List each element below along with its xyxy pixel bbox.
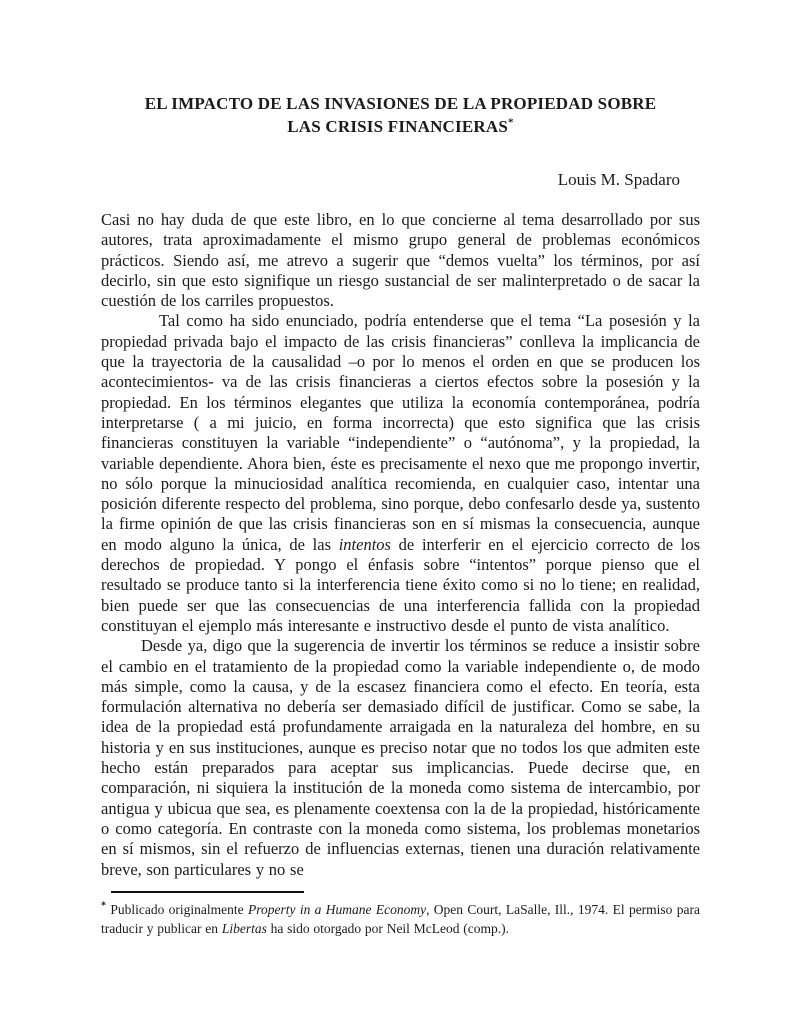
paragraph-2-text-a: Tal como ha sido enunciado, podría entenderse que el tema “La posesión y la propiedad privada bajo el impacto de las crisis financieras” conlleva la implicancia de que la trayectoria de la causalidad –o por lo menos el orden en que se producen los acontecimientos- va de las crisis financieras a ciertos efectos sobre la posesión y la propiedad. En los términos elegantes que utiliza la economía contemporánea, podría interpretarse ( a mi juicio, en forma incorrecta) que esto significa que las crisis financieras constituyen la variable “independiente” o “autónoma”, y la propiedad, la variable dependiente. Ahora bien, éste es precisamente el nexo que me propongo invertir, no sólo porque la minuciosidad analítica recomienda, en cualquier caso, intentar una posición diferente respecto del problema, sino porque, debo confesarlo desde ya, sustento la firme opinión de que las crisis financieras son en sí mismas la consecuencia, aunque en modo alguno la única, de las xyxy=(101,311,700,554)
paragraph-1 xyxy=(101,210,700,311)
footnote-text-a: Publicado originalmente xyxy=(106,902,248,917)
footnote-text-c: ha sido otorgado por Neil McLeod (comp.). xyxy=(266,921,509,936)
paragraph-3 xyxy=(101,636,700,880)
author-name: Louis M. Spadaro xyxy=(557,170,680,189)
footnote-separator xyxy=(111,891,304,893)
paragraph-2-italic-word: intentos xyxy=(338,534,391,554)
footnote-italic-book-title: Property in a Humane Economy xyxy=(248,902,427,917)
document-body xyxy=(101,210,700,880)
footnote-italic-journal-title: Libertas xyxy=(221,921,267,936)
paragraph-2 xyxy=(101,311,700,636)
title-footnote-marker: * xyxy=(508,116,514,129)
footnote-marker: * xyxy=(101,900,106,912)
paragraph-2-text-b: de interferir en el ejercicio correcto de los derechos de propiedad. Y pongo el énfasis sobre “intentos” porque pienso que el resultado se produce tanto si la interferencia tiene éxito como si no lo tiene; en realidad, bien puede ser que las consecuencias de una interferencia fallida con la propiedad constituyan el ejemplo más interesante e instructivo desde el punto de vista analítico. xyxy=(101,534,700,635)
paragraph-3-text: Desde ya, digo que la sugerencia de invertir los términos se reduce a insistir sobre el cambio en el tratamiento de la propiedad como la variable independiente o, de modo más simple, como la causa, y de la escasez financiera como el efecto. En teoría, esta formulación alternativa no debería ser demasiado difícil de justificar. Como se sabe, la idea de la propiedad está profundamente arraigada en la naturaleza del hombre, en su historia y en sus instituciones, aunque es preciso notar que no todos los que admiten este hecho están preparados para aceptar sus implicancias. Puede decirse que, en comparación, ni siquiera la institución de la moneda como sistema de intercambio, por antigua y ubicua que sea, es plenamente coextensa con la de la propiedad, históricamente o como categoría. En contraste con la moneda como sistema, los problemas monetarios en sí mismos, sin el refuerzo de influencias externas, tienen una duración relativamente breve, son particulares y no se xyxy=(101,636,700,879)
title-line-2: LAS CRISIS FINANCIERAS xyxy=(287,117,509,136)
footnote-text-b: , Open Court, LaSalle, Ill., 1974. El permiso para traducir y publicar en xyxy=(101,902,701,936)
paragraph-1-text: Casi no hay duda de que este libro, en lo que concierne al tema desarrollado por sus autores, trata aproximadamente el mismo grupo general de problemas económicos prácticos. Siendo así, me atrevo a sugerir que “demos vuelta” los términos, por así decirlo, sin que esto signifique un riesgo sustancial de ser malinterpretado o de sacar la cuestión de los carriles propuestos. xyxy=(101,210,700,311)
document-title xyxy=(101,92,700,138)
footnote-block xyxy=(101,891,700,938)
footnote-text xyxy=(101,900,700,938)
title-line-1: EL IMPACTO DE LAS INVASIONES DE LA PROPIEDAD SOBRE xyxy=(144,94,657,113)
